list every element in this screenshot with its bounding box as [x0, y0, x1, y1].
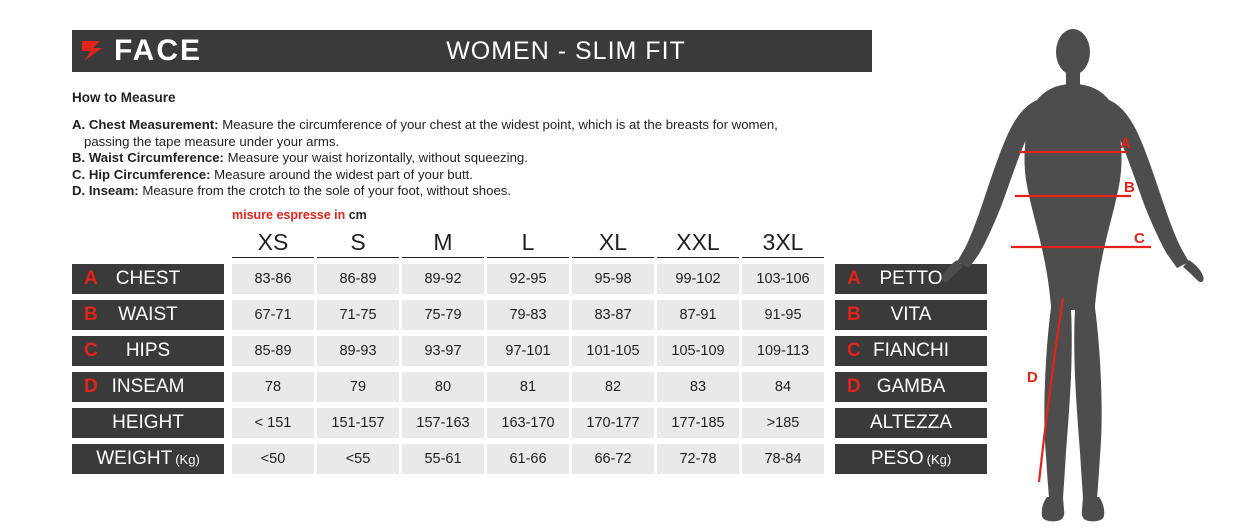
row-cells-inseam	[232, 372, 827, 402]
row-label-peso-text: PESO	[870, 448, 924, 469]
row-label-weight-en	[72, 444, 224, 474]
row-letter-b-left: B	[84, 304, 98, 325]
cell-inseam-m: 80	[402, 372, 484, 402]
cell-height-xs: < 151	[232, 408, 314, 438]
cell-inseam-3xl: 84	[742, 372, 824, 402]
measure-item-waist-label: B. Waist Circumference:	[72, 150, 224, 165]
how-to-measure-section	[72, 90, 892, 200]
cell-waist-m: 75-79	[402, 300, 484, 330]
size-header-xxl: XXL	[657, 228, 739, 258]
row-label-vita-text: VITA	[890, 304, 932, 325]
table-row	[72, 336, 987, 366]
row-label-hips-text: HIPS	[125, 340, 171, 361]
row-cells-weight	[232, 444, 827, 474]
cell-weight-m: 55-61	[402, 444, 484, 474]
body-figure-svg	[905, 10, 1241, 531]
row-label-inseam-text: INSEAM	[111, 376, 185, 397]
female-body-measurement-diagram	[905, 10, 1241, 531]
cell-chest-l: 92-95	[487, 264, 569, 294]
cell-hips-m: 93-97	[402, 336, 484, 366]
measure-item-hip-label: C. Hip Circumference:	[72, 166, 211, 182]
row-label-fianchi-text: FIANCHI	[873, 340, 949, 361]
measure-item-waist-text: Measure your waist horizontally, without squeezing.	[223, 150, 528, 165]
size-header-xl: XL	[572, 228, 654, 258]
cell-waist-3xl: 91-95	[742, 300, 824, 330]
cell-inseam-xl: 82	[572, 372, 654, 402]
cell-chest-xxl: 99-102	[657, 264, 739, 294]
cell-height-xl: 170-177	[572, 408, 654, 438]
unit-note-prefix: misure espresse in	[232, 208, 349, 222]
cell-waist-xs: 67-71	[232, 300, 314, 330]
three-face-logo-icon	[80, 38, 110, 64]
cell-height-l: 163-170	[487, 408, 569, 438]
size-header-s: S	[317, 228, 399, 258]
row-label-chest-text: CHEST	[115, 268, 181, 289]
size-header-m: M	[402, 228, 484, 258]
measure-item-waist	[72, 150, 892, 167]
cell-height-3xl: >185	[742, 408, 824, 438]
measure-item-hip-text: Measure around the widest part of your butt.	[210, 166, 473, 182]
size-header-cells	[232, 228, 827, 258]
table-row	[72, 408, 987, 438]
row-label-waist-en	[72, 300, 224, 330]
size-header-3xl: 3XL	[742, 228, 824, 258]
cell-weight-l: 61-66	[487, 444, 569, 474]
row-letter-c-left: C	[84, 340, 98, 361]
header-left-spacer	[72, 228, 224, 258]
row-label-weight-text: WEIGHT	[96, 448, 173, 469]
table-row	[72, 372, 987, 402]
table-row	[72, 300, 987, 330]
measure-item-inseam-label: D. Inseam:	[72, 183, 139, 198]
cell-chest-xl: 95-98	[572, 264, 654, 294]
row-label-height-en	[72, 408, 224, 438]
row-cells-waist	[232, 300, 827, 330]
unit-note-unit: cm	[348, 208, 367, 222]
figure-marker-a: A	[1120, 135, 1131, 152]
row-label-peso-unit: (Kg)	[926, 451, 952, 467]
row-label-altezza-text: ALTEZZA	[870, 412, 952, 433]
cell-hips-3xl: 109-113	[742, 336, 824, 366]
cell-height-m: 157-163	[402, 408, 484, 438]
measure-item-chest-text: Measure the circumference of your chest at the widest point, which is at the breasts for women,	[218, 117, 778, 132]
size-header-xs: XS	[232, 228, 314, 258]
brand-name: FACE	[114, 34, 203, 67]
row-label-gamba-text: GAMBA	[876, 376, 946, 397]
row-letter-a-right: A	[847, 268, 861, 289]
cell-chest-xs: 83-86	[232, 264, 314, 294]
cell-hips-xxl: 105-109	[657, 336, 739, 366]
measure-item-chest	[72, 117, 892, 134]
cell-inseam-xs: 78	[232, 372, 314, 402]
cell-height-xxl: 177-185	[657, 408, 739, 438]
figure-marker-c: C	[1134, 230, 1145, 247]
header-bar	[72, 30, 872, 72]
row-label-weight-unit: (Kg)	[175, 451, 200, 467]
row-cells-height	[232, 408, 827, 438]
brand-logo	[72, 30, 260, 72]
cell-inseam-xxl: 83	[657, 372, 739, 402]
row-label-inseam-en	[72, 372, 224, 402]
figure-marker-b: B	[1124, 179, 1135, 196]
cell-hips-xs: 85-89	[232, 336, 314, 366]
how-to-measure-title: How to Measure	[72, 90, 176, 105]
cell-hips-l: 97-101	[487, 336, 569, 366]
size-header-l: L	[487, 228, 569, 258]
row-letter-b-right: B	[847, 304, 861, 325]
row-cells-hips	[232, 336, 827, 366]
table-row	[72, 264, 987, 294]
measure-item-chest-text-2: passing the tape measure under your arms.	[84, 133, 340, 149]
cell-weight-xs: <50	[232, 444, 314, 474]
row-letter-a-left: A	[84, 268, 98, 289]
cell-waist-xl: 83-87	[572, 300, 654, 330]
row-label-petto-text: PETTO	[879, 268, 943, 289]
cell-hips-xl: 101-105	[572, 336, 654, 366]
measure-item-chest-label: A. Chest Measurement:	[72, 117, 219, 132]
measure-item-chest-cont	[72, 134, 892, 151]
row-letter-d-left: D	[84, 376, 98, 397]
cell-weight-xxl: 72-78	[657, 444, 739, 474]
cell-weight-xl: 66-72	[572, 444, 654, 474]
measure-item-inseam	[72, 183, 892, 200]
cell-inseam-l: 81	[487, 372, 569, 402]
cell-chest-m: 89-92	[402, 264, 484, 294]
row-label-chest-en	[72, 264, 224, 294]
cell-waist-s: 71-75	[317, 300, 399, 330]
table-row	[72, 444, 987, 474]
size-table	[72, 228, 987, 480]
table-header-row	[72, 228, 987, 258]
figure-marker-d: D	[1027, 369, 1038, 386]
cell-waist-l: 79-83	[487, 300, 569, 330]
cell-hips-s: 89-93	[317, 336, 399, 366]
row-label-height-text: HEIGHT	[112, 412, 184, 433]
measure-item-hip	[72, 167, 892, 184]
cell-inseam-s: 79	[317, 372, 399, 402]
cell-waist-xxl: 87-91	[657, 300, 739, 330]
measure-item-inseam-text: Measure from the crotch to the sole of your foot, without shoes.	[138, 183, 512, 198]
row-label-waist-text: WAIST	[118, 304, 178, 325]
unit-note	[232, 208, 367, 222]
cell-weight-3xl: 78-84	[742, 444, 824, 474]
cell-chest-3xl: 103-106	[742, 264, 824, 294]
row-letter-c-right: C	[847, 340, 861, 361]
cell-chest-s: 86-89	[317, 264, 399, 294]
page-title: WOMEN - SLIM FIT	[446, 36, 686, 65]
cell-height-s: 151-157	[317, 408, 399, 438]
row-label-hips-en	[72, 336, 224, 366]
row-letter-d-right: D	[847, 376, 861, 397]
cell-weight-s: <55	[317, 444, 399, 474]
row-cells-chest	[232, 264, 827, 294]
